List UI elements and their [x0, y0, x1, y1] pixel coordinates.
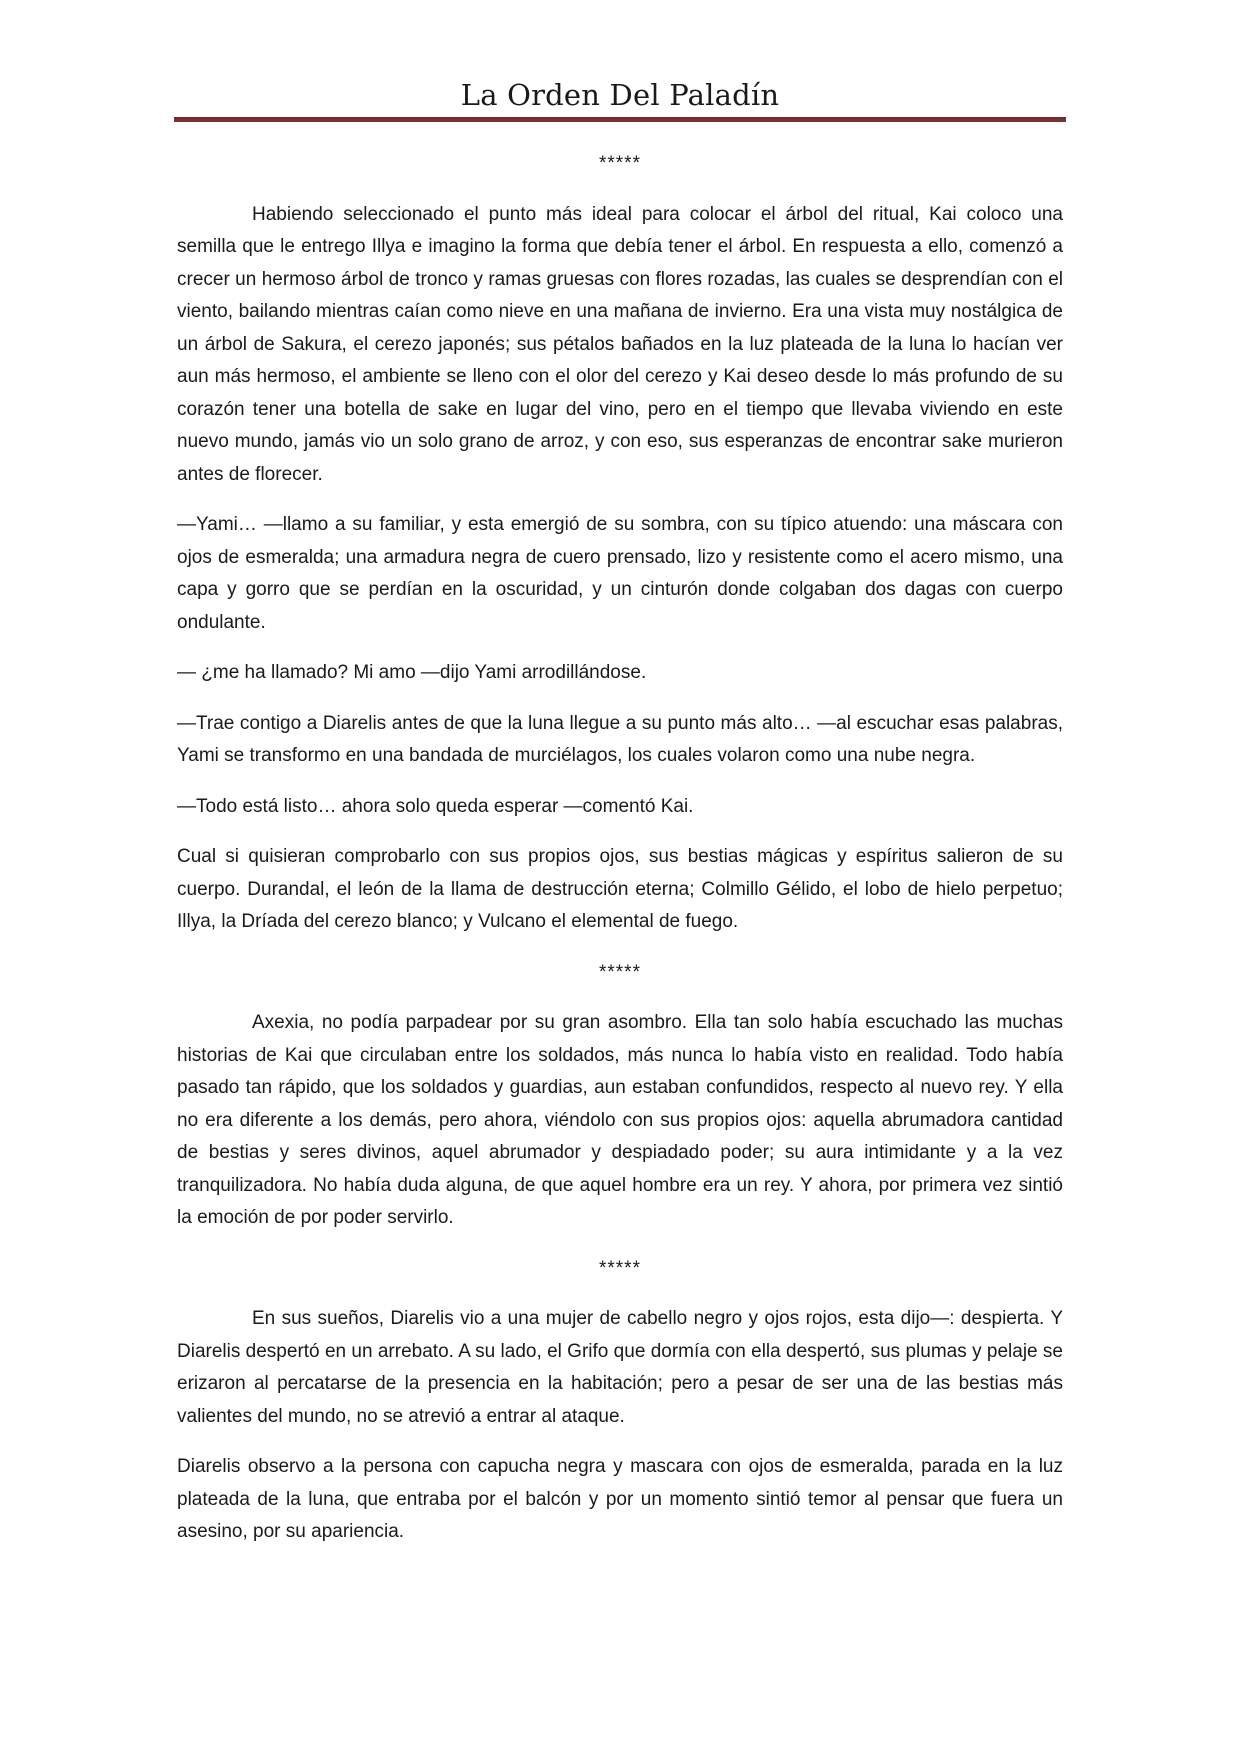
- paragraph: —Trae contigo a Diarelis antes de que la luna llegue a su punto más alto… —al escuchar esas palabras, Yami se transformo en una bandada de murciélagos, los cuales volaron como una nube negra.: [177, 712, 1063, 766]
- scene-separator: *****: [599, 153, 641, 174]
- page-body: [177, 148, 1063, 1567]
- paragraph: Axexia, no podía parpadear por su gran asombro. Ella tan solo había escuchado las muchas historias de Kai que circulaban entre los soldados, más nunca lo había visto en realidad. Todo había pasado tan rápido, que los soldados y guardias, aun estaban confundidos, respecto al nuevo rey. Y ella no era diferente a los demás, pero ahora, viéndolo con sus propios ojos: aquella abrumadora cantidad de bestias y seres divinos, aquel abrumador y despiadado poder; su aura intimidante y a la vez tranquilizadora. No había duda alguna, de que aquel hombre era un rey. Y ahora, por primera vez sintió la emoción de por poder servirlo.: [177, 1012, 1063, 1228]
- page-header: [174, 70, 1066, 120]
- scene-separator: *****: [599, 1257, 641, 1279]
- book-title: La Orden Del Paladín: [460, 78, 780, 112]
- paragraph: — ¿me ha llamado? Mi amo —dijo Yami arrodillándose.: [177, 662, 647, 683]
- header-rule: [174, 117, 1066, 122]
- paragraph: —Yami… —llamo a su familiar, y esta emergió de su sombra, con su típico atuendo: una máscara con ojos de esmeralda; una armadura negra de cuero prensado, lizo y resistente como el acero mismo, una capa y gorro que se perdían en la oscuridad, y un cinturón donde colgaban dos dagas con cuerpo ondulante.: [177, 514, 1063, 633]
- scene-separator: *****: [599, 961, 641, 983]
- paragraph: —Todo está listo… ahora solo queda esperar —comentó Kai.: [177, 795, 694, 817]
- paragraph: En sus sueños, Diarelis vio a una mujer de cabello negro y ojos rojos, esta dijo—: despierta. Y Diarelis despertó en un arrebato. A su lado, el Grifo que dormía con ella despertó, sus plumas y pelaje se erizaron al percatarse de la presencia en la habitación; pero a pesar de ser una de las bestias más valientes del mundo, no se atrevió a entrar al ataque.: [177, 1308, 1063, 1427]
- paragraph: Habiendo seleccionado el punto más ideal para colocar el árbol del ritual, Kai coloco una semilla que le entrego Illya e imagino la forma que debía tener el árbol. En respuesta a ello, comenzó a crecer un hermoso árbol de tronco y ramas gruesas con flores rozadas, las cuales se desprendían con el viento, bailando mientras caían como nieve en una mañana de invierno. Era una vista muy nostálgica de un árbol de Sakura, el cerezo japonés; sus pétalos bañados en la luz plateada de la luna lo hacían ver aun más hermoso, el ambiente se lleno con el olor del cerezo y Kai deseo desde lo más profundo de su corazón tener una botella de sake en lugar del vino, pero en el tiempo que llevaba viviendo en este nuevo mundo, jamás vio un solo grano de arroz, y con eso, sus esperanzas de encontrar sake murieron antes de florecer.: [177, 203, 1063, 485]
- paragraph: Cual si quisieran comprobarlo con sus propios ojos, sus bestias mágicas y espíritus salieron de su cuerpo. Durandal, el león de la llama de destrucción eterna; Colmillo Gélido, el lobo de hielo perpetuo; Illya, la Dríada del cerezo blanco; y Vulcano el elemental de fuego.: [177, 846, 1063, 932]
- paragraph: Diarelis observo a la persona con capucha negra y mascara con ojos de esmeralda, parada en la luz plateada de la luna, que entraba por el balcón y por un momento sintió temor al pensar que fuera un asesino, por su apariencia.: [177, 1456, 1063, 1542]
